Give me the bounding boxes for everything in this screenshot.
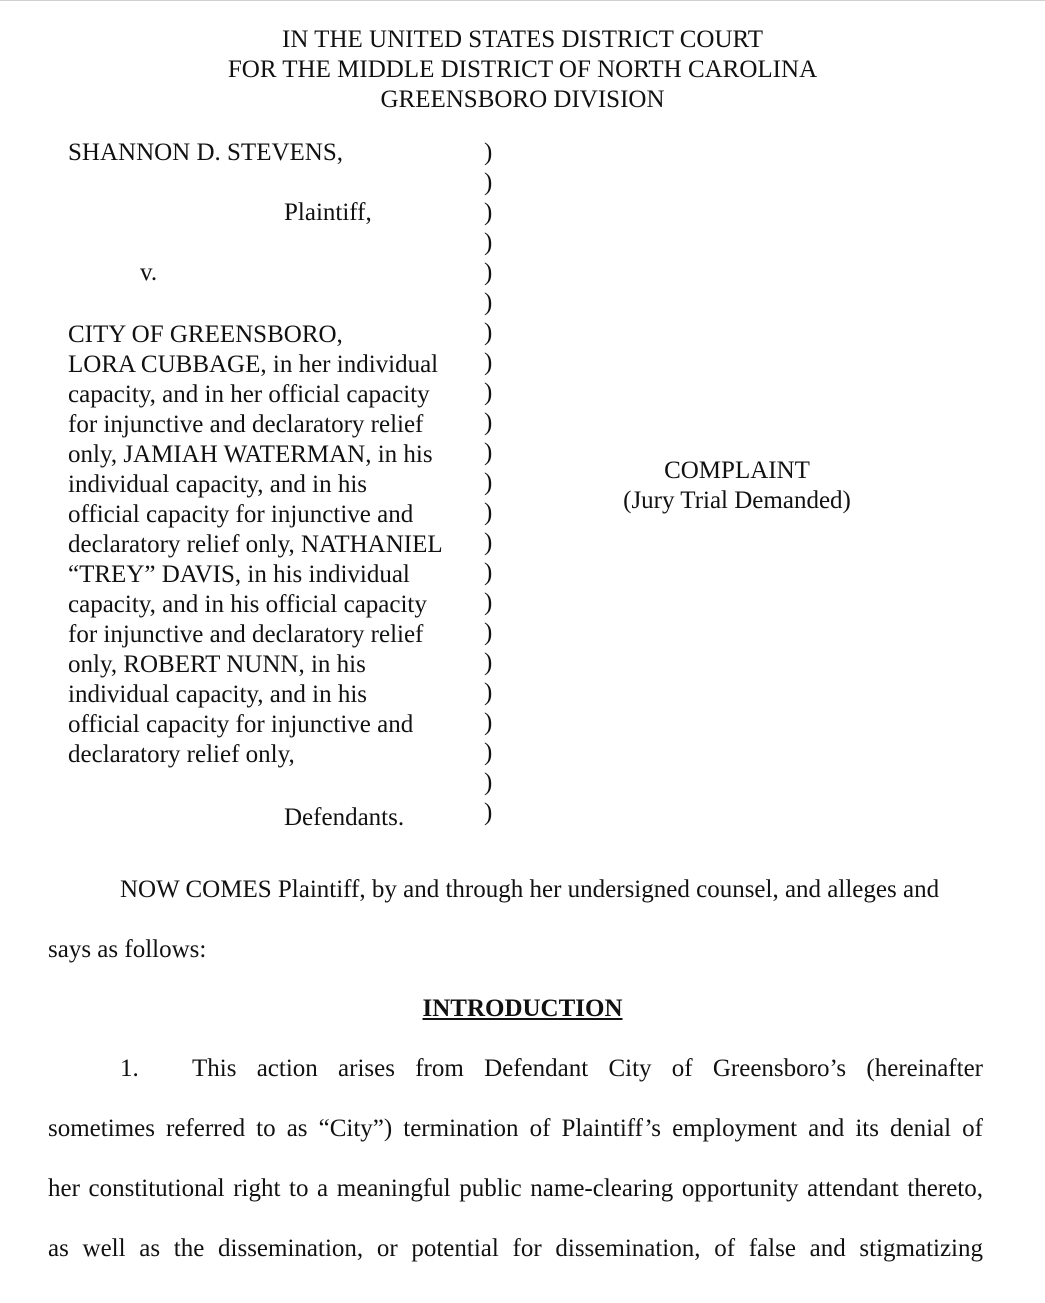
plaintiff-role: Plaintiff,: [284, 199, 372, 226]
intro-paragraph-line-1: NOW COMES Plaintiff, by and through her undersigned counsel, and alleges and: [120, 876, 940, 903]
plaintiff-name: SHANNON D. STEVENS,: [68, 139, 344, 166]
versus-label: v.: [140, 259, 158, 286]
defendant-line: individual capacity, and in his: [68, 681, 367, 708]
caption-paren: ): [484, 529, 493, 556]
caption-paren: ): [484, 619, 493, 646]
paragraph-1-line: as well as the dissemination, or potential for dissemination, of false and stigmatizing: [48, 1235, 983, 1262]
defendant-line: official capacity for injunctive and: [68, 501, 414, 528]
caption-paren: ): [484, 739, 493, 766]
district-line: FOR THE MIDDLE DISTRICT OF NORTH CAROLINA: [227, 56, 818, 83]
caption-paren: ): [484, 379, 493, 406]
caption-paren: ): [484, 649, 493, 676]
defendant-line: CITY OF GREENSBORO,: [68, 321, 343, 348]
caption-paren: ): [484, 289, 493, 316]
defendant-role: Defendants.: [284, 804, 405, 831]
caption-paren: ): [484, 499, 493, 526]
defendant-line: capacity, and in her official capacity: [68, 381, 430, 408]
court-name-line: IN THE UNITED STATES DISTRICT COURT: [282, 26, 763, 53]
caption-paren: ): [484, 409, 493, 436]
caption-paren: ): [484, 469, 493, 496]
caption-paren: ): [484, 709, 493, 736]
caption-paren: ): [484, 439, 493, 466]
defendant-line: capacity, and in his official capacity: [68, 591, 427, 618]
paragraph-number: 1.: [120, 1055, 139, 1082]
paragraph-1-line: her constitutional right to a meaningful public name-clearing opportunity attendant thereto,: [48, 1175, 983, 1202]
defendant-line: “TREY” DAVIS, in his individual: [68, 561, 410, 588]
section-heading: INTRODUCTION: [422, 995, 623, 1022]
defendant-line: LORA CUBBAGE, in her individual: [68, 351, 439, 378]
defendant-line: only, JAMIAH WATERMAN, in his: [68, 441, 433, 468]
page-top-border: [0, 0, 1045, 1]
defendant-line: for injunctive and declaratory relief: [68, 411, 424, 438]
defendant-line: for injunctive and declaratory relief: [68, 621, 424, 648]
caption-paren: ): [484, 259, 493, 286]
caption-paren: ): [484, 559, 493, 586]
defendant-line: only, ROBERT NUNN, in his: [68, 651, 366, 678]
defendant-line: official capacity for injunctive and: [68, 711, 414, 738]
caption-paren: ): [484, 139, 493, 166]
defendant-line: individual capacity, and in his: [68, 471, 367, 498]
caption-paren: ): [484, 199, 493, 226]
caption-paren: ): [484, 229, 493, 256]
complaint-title: COMPLAINT: [664, 457, 810, 484]
complaint-subtitle: (Jury Trial Demanded): [623, 487, 851, 514]
caption-paren: ): [484, 769, 493, 796]
defendant-line: declaratory relief only, NATHANIEL: [68, 531, 443, 558]
division-line: GREENSBORO DIVISION: [380, 86, 665, 113]
caption-paren: ): [484, 319, 493, 346]
caption-paren: ): [484, 799, 493, 826]
intro-paragraph-line-2: says as follows:: [48, 936, 207, 963]
paragraph-1-first-line: This action arises from Defendant City of Greensboro’s (hereinafter: [192, 1055, 983, 1082]
court-header: [0, 25, 1045, 115]
caption-paren: ): [484, 589, 493, 616]
caption-paren: ): [484, 349, 493, 376]
caption-paren: ): [484, 679, 493, 706]
caption-paren: ): [484, 169, 493, 196]
defendant-line: declaratory relief only,: [68, 741, 295, 768]
paragraph-1-line: sometimes referred to as “City”) termination of Plaintiff’s employment and its denial of: [48, 1115, 983, 1142]
